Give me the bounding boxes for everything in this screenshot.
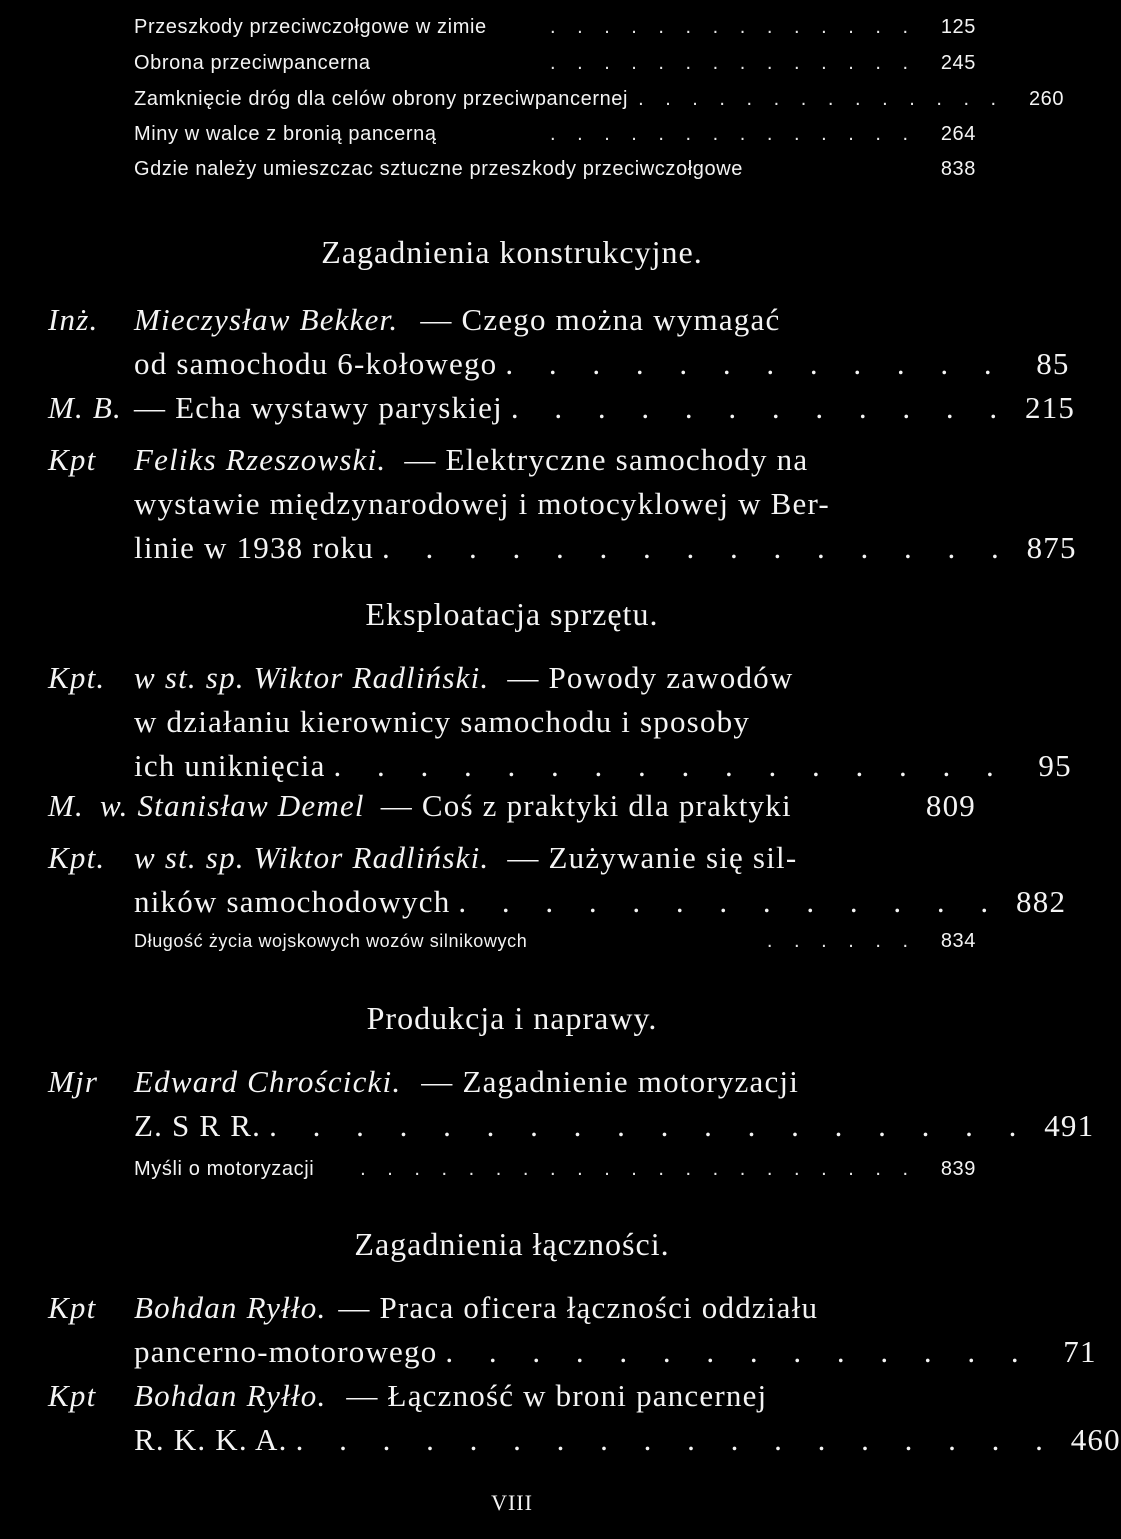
section-heading: Zagadnienia konstrukcyjne. [321,234,703,270]
author-name: Feliks Rzeszowski. [134,442,387,477]
leader-dots: . . . . . . . . . . . . . . [445,1334,1033,1369]
entry-title: — Czego można wymagać [420,302,781,337]
toc-item[interactable] [134,1158,976,1188]
toc-item-page: 245 [940,52,976,74]
toc-item[interactable] [134,930,976,960]
leader-dots: . . . . . . . . . . . . . . . . . . . . . [360,1158,916,1180]
entry-page: 71 [1063,1334,1097,1369]
leader-dots: . . . . . . [766,930,916,952]
toc-item-page: 834 [940,930,976,952]
entry-title-cont: linie w 1938 roku [134,530,374,565]
section-heading: Produkcja i naprawy. [366,1000,658,1036]
author-name: Bohdan Ryłło. [134,1378,327,1413]
toc-item[interactable] [134,88,1065,118]
author-rank: Kpt. [48,840,106,875]
toc-item[interactable] [134,52,976,82]
toc-item-title: Miny w walce z bronią pancerną [134,123,437,145]
leader-dots: . . . . . . . . . . . . . . . . [333,748,1008,783]
entry-title-cont: od samochodu 6-kołowego [134,346,498,381]
entry-page: 215 [1025,390,1076,425]
toc-item-title: Przeszkody przeciwczołgowe w zimie [134,16,487,38]
author-name: w. Stanisław Demel [100,788,365,823]
author-rank: Kpt. [48,660,106,695]
author-name: Mieczysław Bekker. [134,302,399,337]
toc-item-title: Myśli o motoryzacji [134,1158,315,1180]
toc-entry[interactable] [48,784,976,828]
page-number: VIII [491,1490,533,1515]
section-heading: Eksploatacja sprzętu. [365,596,659,632]
entry-title-cont: ników samochodowych [134,884,451,919]
entry-title: — Zagadnienie motoryzacji [421,1064,800,1099]
leader-dots: . . . . . . . . . . . . . . [549,123,916,145]
author-name: w st. sp. Wiktor Radliński. [134,660,490,695]
entry-page: 95 [1038,748,1072,783]
entry-title-cont: w działaniu kierownicy samochodu i sposoby [134,704,751,739]
leader-dots: . . . . . . . . . . . . . . . . . . [269,1108,1031,1143]
entry-title: — Zużywanie się sil- [507,840,798,875]
leader-dots: . . . . . . . . . . . . . . . [381,530,1013,565]
entry-page: 809 [925,788,976,823]
entry-title: — Łączność w broni pancernej [346,1378,768,1413]
entry-page: 460 [1070,1422,1121,1457]
toc-item-title: Długość życia wojskowych wozów silnikowych [134,931,528,951]
entry-title: — Praca oficera łączności oddziału [338,1290,819,1325]
leader-dots: . . . . . . . . . . . . [510,390,1012,425]
entry-page: 491 [1044,1108,1095,1143]
entry-page: 882 [1016,884,1067,919]
leader-dots: . . . . . . . . . . . . [505,346,1006,381]
author-rank: Mjr [48,1064,99,1099]
toc-entry[interactable] [48,1286,1097,1374]
section-heading: Zagadnienia łączności. [354,1226,670,1262]
toc-entry[interactable] [48,438,1077,570]
toc-item-title: Zamknięcie dróg dla celów obrony przeciwpancernej [134,88,629,110]
toc-item[interactable] [134,123,976,153]
toc-item-title: Obrona przeciwpancerna [134,52,371,74]
author-rank: Inż. [48,302,99,337]
leader-dots: . . . . . . . . . . . . . . [549,16,916,38]
leader-dots: . . . . . . . . . . . . . [458,884,1003,919]
author-name: Bohdan Ryłło. [134,1290,327,1325]
entry-title: — Elektryczne samochody na [404,442,809,477]
entry-title: — Coś z praktyki dla praktyki [380,788,792,823]
entry-title-cont: pancerno-motorowego [134,1334,438,1369]
entry-page: 85 [1036,346,1070,381]
author-rank: M. [48,788,84,823]
entry-title-cont: Z. S R R. [134,1108,262,1143]
leader-dots: . . . . . . . . . . . . . . . . . . [295,1422,1057,1457]
author-name: w st. sp. Wiktor Radliński. [134,840,490,875]
toc-item[interactable] [134,16,976,46]
leader-dots: . . . . . . . . . . . . . . [549,52,916,74]
entry-title: — Echa wystawy paryskiej [134,390,503,425]
entry-title-cont: wystawie międzynarodowej i motocyklowej w Ber- [134,486,830,521]
entry-title: — Powody zawodów [507,660,794,695]
entry-title-cont: R. K. K. A. [134,1422,288,1457]
toc-item[interactable] [134,158,976,188]
toc-item-page: 264 [940,123,976,145]
toc-item-title: Gdzie należy umieszczac sztuczne przeszkody przeciwczołgowe [134,158,743,180]
toc-item-page: 838 [940,158,976,180]
toc-item-page: 839 [940,1158,976,1180]
toc-entry[interactable] [48,1374,1121,1462]
toc-entry[interactable] [48,298,1070,386]
toc-entry[interactable] [48,656,1072,788]
toc-entry[interactable] [48,836,1067,924]
toc-item-page: 125 [940,16,976,38]
toc-entry[interactable] [48,1060,1095,1148]
entry-page: 875 [1026,530,1077,565]
entry-title-cont: ich uniknięcia [134,748,326,783]
author-rank: Kpt [48,442,97,477]
author-name: Edward Chrościcki. [134,1064,402,1099]
leader-dots: . . . . . . . . . . . . . . [638,88,1005,110]
toc-item-page: 260 [1028,88,1065,110]
author-rank: Kpt [48,1378,97,1413]
author-rank: Kpt [48,1290,97,1325]
author-rank: M. B. [48,390,123,425]
toc-entry[interactable] [48,386,1076,430]
